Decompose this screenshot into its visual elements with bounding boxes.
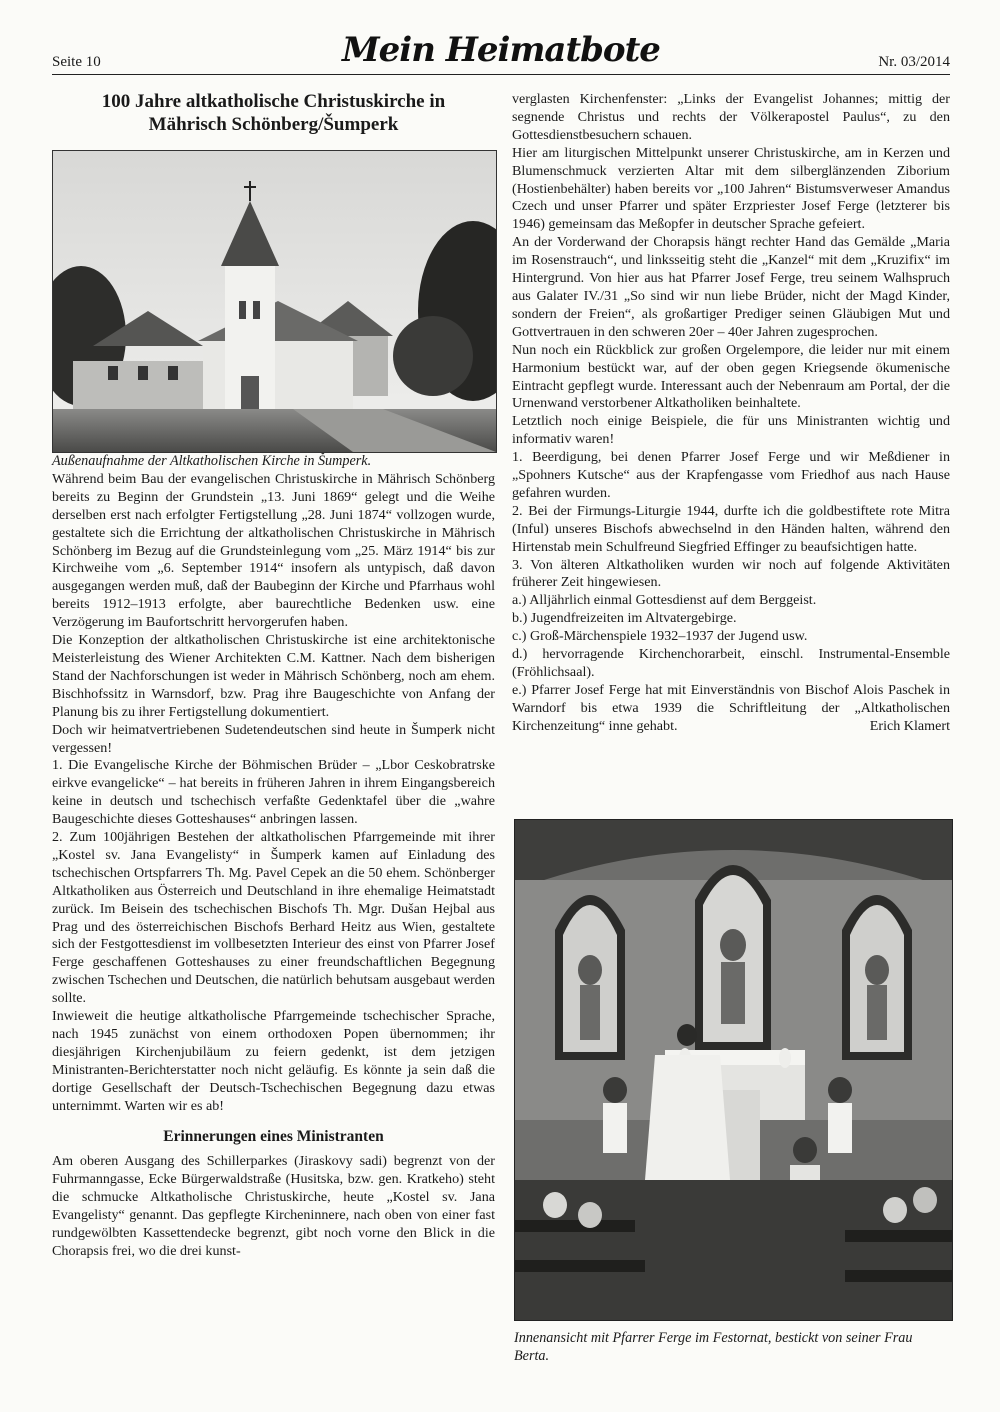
title-line-1: 100 Jahre altkatholische Christuskirche in (101, 91, 446, 112)
right-paragraph: d.) hervorragende Kirchenchorarbeit, einschl. Instrumental-Ensemble (Fröhlichsaal). (512, 646, 950, 680)
right-paragraph: Hier am liturgischen Mittelpunkt unserer Christuskirche, am in Kerzen und Blumenschmuck verzierten Altar mit dem silberglänzenden Ziborium (Hostienbehälter) haben bereits vor „100 Jahren“ Bistumsverweser Amandus Czech und unser Pfarrer und später Erzpriester Josef Ferge (letzterer bis 1946) gemeinsam das Meßopfer in deutscher Sprache gefeiert. (512, 144, 950, 233)
right-paragraph: a.) Alljährlich einmal Gottesdienst auf dem Berggeist. (512, 592, 817, 609)
right-paragraph: c.) Groß-Märchenspiele 1932–1937 der Jugend usw. (512, 628, 808, 645)
church-interior-image (515, 820, 952, 1320)
right-paragraph: 1. Beerdigung, bei denen Pfarrer Josef Ferge und wir Meßdiener in „Spohners Kutsche“ aus der Krapfengasse vom Friedhof aus nach Hause gefahren wurden. (512, 449, 950, 501)
right-paragraph: 3. Von älteren Altkatholiken wurden wir noch auf folgende Aktivitäten früherer Zeit hingewiesen. (512, 556, 950, 591)
photo1-caption: Außenaufnahme der Altkatholischen Kirche in Šumperk. (52, 453, 372, 469)
left-paragraph: Doch wir heimatvertriebenen Sudetendeutschen sind heute in Šumperk nicht vergessen! (52, 721, 495, 756)
left-paragraph: 2. Zum 100jährigen Bestehen der altkatholischen Pfarrgemeinde mit ihrer „Kostel sv. Jana Evangelisty“ in Šumperk kamen auf Einladung des tschechischen Ortspfarrers Th. Mg. Pavel Cepek an die 50 ehem. Schönberger Altkatholiken aus Österreich und Deutschland in ihre ehemalige Heimatstadt zurück. Im Beisein des tschechischen Bischofs Th. Mgr. Dušan Hejbal aus Prag und des österreichischen Bischofs Berhard Heitz aus Wien, gestaltete sich der Festgottesdienst im vollbesetzten Interieur des einst von Pfarrer Josef Ferge geschaffenen Gotteshauses zu einer freundschaftlichen Begegnung zwischen Tschechen und Deutschen, die natürlich behutsam ausgebaut werden sollte. (52, 829, 495, 1007)
issue-number: Nr. 03/2014 (878, 54, 950, 70)
right-paragraph: An der Vorderwand der Chorapsis hängt rechter Hand das Gemälde „Maria im Rosenstrauch“, und linksseitig steht die „Kanzel“ mit dem „Kruzifix“ im Hintergrund. Von hier aus hat Pfarrer Josef Ferge, treu seinem Walhspruch aus Galater IV./31 „So sind wir nun liebe Brüder, nicht der Magd Kinder, sondern der Freien“, als großartiger Prediger seinen Gläubigen Mut und Gottvertrauen in den schweren 20er – 40er Jahren zugesprochen. (512, 234, 950, 340)
left-tail-paragraph: Am oberen Ausgang des Schillerparkes (Jiraskovy sadi) begrenzt von der Fuhrmanngasse, Ecke Bürgerwaldstraße (Husitska, bzw. gen. Kratkeho) steht die schmucke Altkatholische Christuskirche, heute „Kostel sv. Jana Evangelisty“ genannt. Das gepflegte Kircheninnere, nach oben von einer fast rundgewölbten Kassettendecke begrenzt, gibt noch vorne den Blick in die Chorapsis frei, wo die drei kunst- (52, 1153, 495, 1259)
left-paragraph: Die Konzeption der altkatholischen Christuskirche ist eine architektonische Meisterleistung des Wiener Architekten C.M. Kattner. Nach dem bisherigen Stand der Nachforschungen ist weder in Mährisch Schönberg, noch am ehem. Bischhofssitz in Warnsdorf, bzw. Prag ihre Baugeschichte von Anfang der Planung bis zu ihrer Fertigstellung dokumentiert. (52, 632, 495, 720)
left-paragraph: Inwieweit die heutige altkatholische Pfarrgemeinde tschechischer Sprache, nach 1945 zunächst von einem orthodoxen Popen übernommen; ihr diesjährigen Kirchenjubiläum zu feiern gedenkt, ist dem jetzigen Ministranten-Berichterstatter noch nicht geläufig. Es könnte ja sein daß die dortige Gesellschaft der Deutsch-Tschechischen Begegnung dazu etwas unternimmt. Warten wir es ab! (52, 1008, 495, 1114)
left-column (52, 90, 495, 1261)
right-paragraph: verglasten Kirchenfenster: „Links der Evangelist Johannes; mittig der segnende Christus und rechts der Völkerapostel Paulus“, zu den Gottesdienstbesuchern schauen. (512, 91, 950, 143)
section-subheading: Erinnerungen eines Ministranten (163, 1127, 384, 1145)
right-paragraph: Nun noch ein Rückblick zur großen Orgelempore, die leider nur mit einem Harmonium bestückt war, auf der oben gegen Kriegsende ökumenische Eintracht gepflegt wurde. Interessant auch der Nebenraum am Portal, der die Urnenwand verstorbener Altkatholiken beinhaltete. (512, 341, 950, 412)
right-paragraph: 2. Bei der Firmungs-Liturgie 1944, durfte ich die goldbestiftete rote Mitra (Inful) unseres Bischofs abwechselnd in den Händen halten, während den Hirtenstab mein Schulfreund Siegfried Effinger zu beaufsichtigen hatte. (512, 502, 950, 555)
last-paragraph-text: e.) Pfarrer Josef Ferge hat mit Einverständnis von Bischof Alois Paschek in Warndorf bis etwa 1939 die Schriftleitung der „Altkatholischen Kirchenzeitung“ inne gehabt. (512, 681, 950, 734)
masthead-logo: Mein Heimatbote (342, 30, 660, 70)
right-paragraph: Letztlich noch einige Beispiele, die für uns Ministranten wichtig und informativ waren! (512, 413, 950, 448)
interior-photo-block (514, 819, 951, 1365)
church-exterior-image (53, 151, 496, 452)
right-column (512, 91, 950, 736)
title-line-2: Mährisch Schönberg/Šumperk (148, 114, 399, 135)
article-title (52, 90, 495, 136)
page-number: Seite 10 (52, 54, 101, 70)
church-interior-photo (514, 819, 953, 1321)
author-signature: Erich Klamert (869, 717, 950, 734)
photo2-caption: Innenansicht mit Pfarrer Ferge im Festornat, bestickt von seiner Frau Berta. (514, 1330, 913, 1364)
right-paragraph: b.) Jugendfreizeiten im Altvatergebirge. (512, 610, 737, 627)
left-paragraph: Während beim Bau der evangelischen Christuskirche in Mährisch Schönberg bereits zu Beginn der Grundstein „13. Juni 1869“ gelegt und die Weihe derselben erst nach erfolgter Fertigstellung „28. Juni 1874“ vollzogen wurde, gestaltete sich die Errichtung der altkatholischen Christuskirche in Mährisch Schönberg im Bezug auf die Grundsteinlegung vom „25. März 1914“ bis zur Kirchweihe vom „6. September 1914“ insofern als untypisch, daß davon ausgegangen werden muß, daß der Baubeginn der Kirche und Pfarrhaus wohl bereits 1912–1913 erfolgte, aber baurechtliche Bedenken usw. eine Verzögerung im Baufortschritt hervorgerufen haben. (52, 470, 495, 631)
left-paragraph: 1. Die Evangelische Kirche der Böhmischen Brüder – „Lbor Ceskobratrske eirkve evangelicke“ – hat bereits in früheren Jahren in ihrem Eingangsbereich keine in deutsch und tschechisch verfaßte Gedenktafel über die „wahre Baugeschichte dieses Gotteshauses“ anbringen lassen. (52, 757, 495, 828)
header-rule (52, 74, 950, 75)
page-header (52, 30, 950, 74)
church-exterior-photo (52, 150, 497, 453)
last-paragraph (512, 682, 950, 736)
